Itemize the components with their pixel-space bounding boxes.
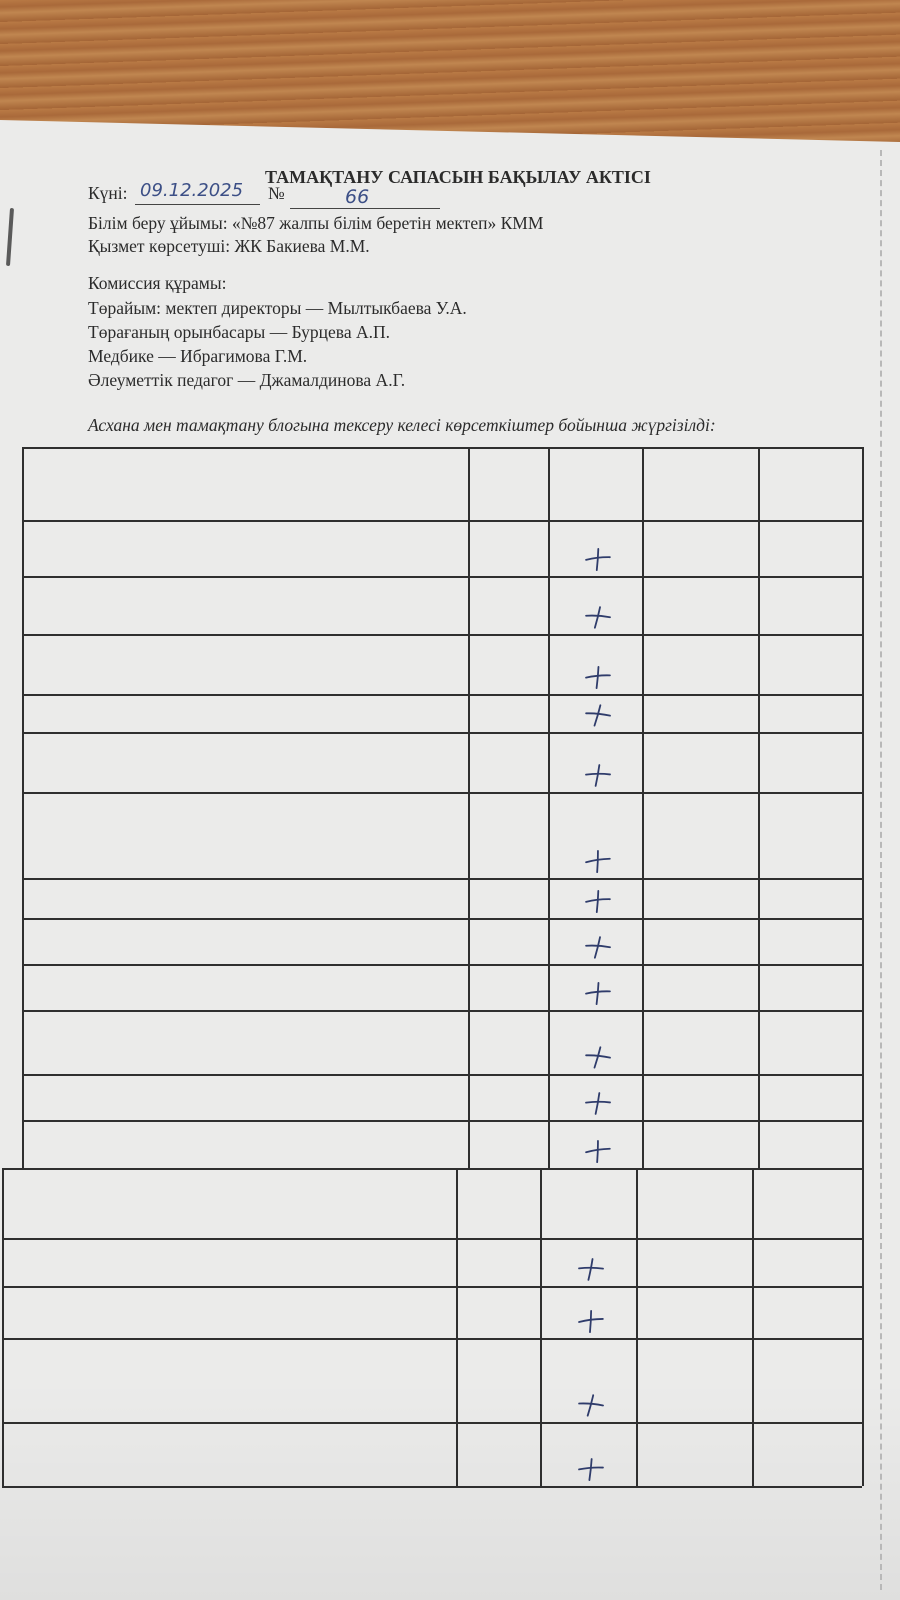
- document-title: ТАМАҚТАНУ САПАСЫН БАҚЫЛАУ АКТІСІ: [265, 167, 651, 187]
- table1-row-divider: [22, 694, 862, 696]
- table2-row-divider: [2, 1338, 862, 1340]
- table1-check-mark: [581, 700, 614, 730]
- table1-header-divider: [22, 520, 862, 522]
- commission-title: Комиссия құрамы:: [88, 273, 227, 293]
- table1-check-mark: [582, 603, 615, 632]
- table1-border-top: [22, 447, 862, 449]
- table2-column-divider: [456, 1168, 458, 1486]
- table1-check-mark: [582, 933, 615, 962]
- table1-check-mark: [582, 847, 615, 876]
- table1-row-divider: [22, 1120, 862, 1122]
- table2-column-divider: [752, 1168, 754, 1486]
- table2-check-mark: [575, 1307, 607, 1336]
- table1-check-mark: [583, 1089, 614, 1116]
- table1-check-mark: [583, 761, 614, 788]
- table2-check-mark: [575, 1255, 606, 1283]
- table2-row-divider: [2, 1422, 862, 1424]
- table2-header-divider: [2, 1238, 862, 1240]
- table2-column-divider: [540, 1168, 542, 1486]
- table1-check-mark: [582, 663, 613, 691]
- commission-member: Төрағаның орынбасары — Бурцева А.П.: [88, 322, 391, 342]
- table1-row-divider: [22, 964, 862, 966]
- table1-row-divider: [22, 792, 862, 794]
- commission-member: Медбике — Ибрагимова Г.М.: [88, 346, 308, 366]
- table1-column-divider: [758, 447, 760, 1168]
- date-value: 09.12.2025: [140, 180, 244, 201]
- date-label: Күні:: [88, 183, 128, 203]
- number-underline: [290, 208, 440, 209]
- table2-row-divider: [2, 1286, 862, 1288]
- table2-row-divider: [2, 1486, 862, 1488]
- table1-row-divider: [22, 878, 862, 880]
- table1-check-mark: [581, 1042, 614, 1072]
- table2-column-divider: [862, 1168, 864, 1486]
- paper-shadow: [0, 1380, 900, 1600]
- table1-row-divider: [22, 1074, 862, 1076]
- table1-check-mark: [582, 887, 614, 915]
- number-label: №: [268, 183, 285, 203]
- table1-check-mark: [582, 979, 613, 1007]
- inspection-intro: Асхана мен тамақтану блогына тексеру келесі көрсеткіштер бойынша жүргізілді:: [88, 415, 716, 435]
- table2-check-mark: [575, 1390, 608, 1419]
- table1-check-mark: [582, 545, 614, 573]
- table1-column-divider: [22, 447, 24, 1168]
- table1-row-divider: [22, 918, 862, 920]
- number-value: 66: [345, 186, 370, 208]
- provider-line: Қызмет көрсетуші: ЖК Бакиева М.М.: [88, 236, 370, 256]
- table1-row-divider: [22, 1010, 862, 1012]
- table1-column-divider: [862, 447, 864, 1168]
- table1-row-divider: [22, 634, 862, 636]
- organization-line: Білім беру ұйымы: «№87 жалпы білім беретін мектеп» КММ: [88, 213, 544, 233]
- table1-check-mark: [582, 1137, 615, 1166]
- table1-column-divider: [468, 447, 470, 1168]
- table1-row-divider: [22, 576, 862, 578]
- commission-member: Төрайым: мектеп директоры — Мылтыкбаева У.А.: [88, 298, 467, 318]
- date-underline: [135, 204, 260, 205]
- table2-check-mark: [576, 1455, 607, 1482]
- table2-column-divider: [2, 1168, 4, 1486]
- table1-row-divider: [22, 732, 862, 734]
- table2-column-divider: [636, 1168, 638, 1486]
- table2-border-top: [2, 1168, 862, 1170]
- commission-member: Әлеуметтік педагог — Джамалдинова А.Г.: [88, 370, 406, 390]
- table1-column-divider: [642, 447, 644, 1168]
- table1-column-divider: [548, 447, 550, 1168]
- perforation-edge: [880, 150, 882, 1590]
